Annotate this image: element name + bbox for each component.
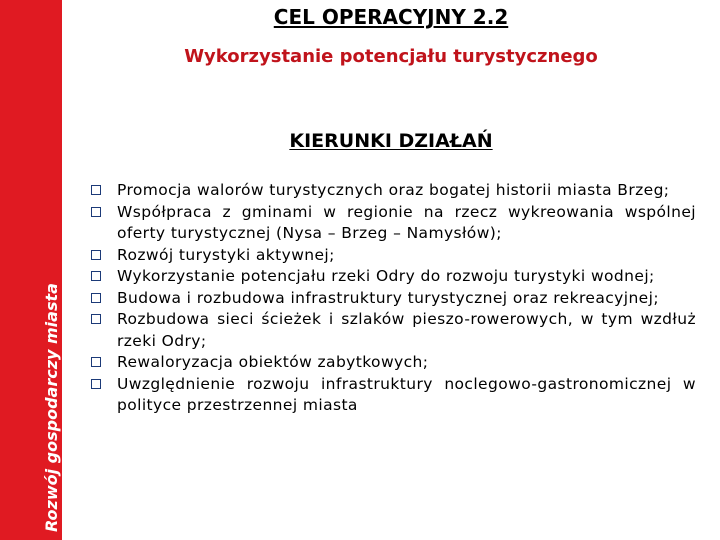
list-item [88,266,696,288]
list-item [88,202,696,245]
list-item-text: Promocja walorów turystycznych oraz bogatej historii miasta Brzeg; [117,181,670,199]
checkbox-square-icon [91,379,101,389]
list-item [88,245,696,267]
list-item [88,374,696,417]
list-item [88,309,696,352]
list-item [88,288,696,310]
list-item-text: Budowa i rozbudowa infrastruktury turystycznej oraz rekreacyjnej; [117,288,659,307]
checkbox-square-icon [91,357,101,367]
checkbox-square-icon [91,185,101,195]
list-item [88,352,696,374]
page-title: CEL OPERACYJNY 2.2 [273,5,509,29]
list-item-text: Rozwój turystyki aktywnej; [117,245,335,264]
list-item [88,180,696,202]
checkbox-square-icon [91,250,101,260]
checkbox-square-icon [91,271,101,281]
section-heading: KIERUNKI DZIAŁAŃ [289,130,493,152]
sidebar-vertical-label: Rozwój gospodarczy miasta [42,283,61,532]
list-item-text: Wykorzystanie potencjału rzeki Odry do rozwoju turystyki wodnej; [117,267,655,285]
checkbox-square-icon [91,207,101,217]
checkbox-square-icon [91,293,101,303]
list-item-text: Uwzględnienie rozwoju infrastruktury noclegowo-gastronomicznej w polityce przestrzennej miasta [117,374,696,414]
checkbox-square-icon [91,314,101,324]
page-subtitle: Wykorzystanie potencjału turystycznego [184,46,598,67]
action-directions-list [88,180,696,417]
list-item-text: Rozbudowa sieci ścieżek i szlaków pieszo-rowerowych, w tym wzdłuż rzeki Odry; [117,310,696,350]
list-item-text: Współpraca z gminami w regionie na rzecz wykreowania wspólnej oferty turystycznej (Nysa – Brzeg – Namysłów); [117,202,696,242]
list-item-text: Rewaloryzacja obiektów zabytkowych; [117,353,429,371]
